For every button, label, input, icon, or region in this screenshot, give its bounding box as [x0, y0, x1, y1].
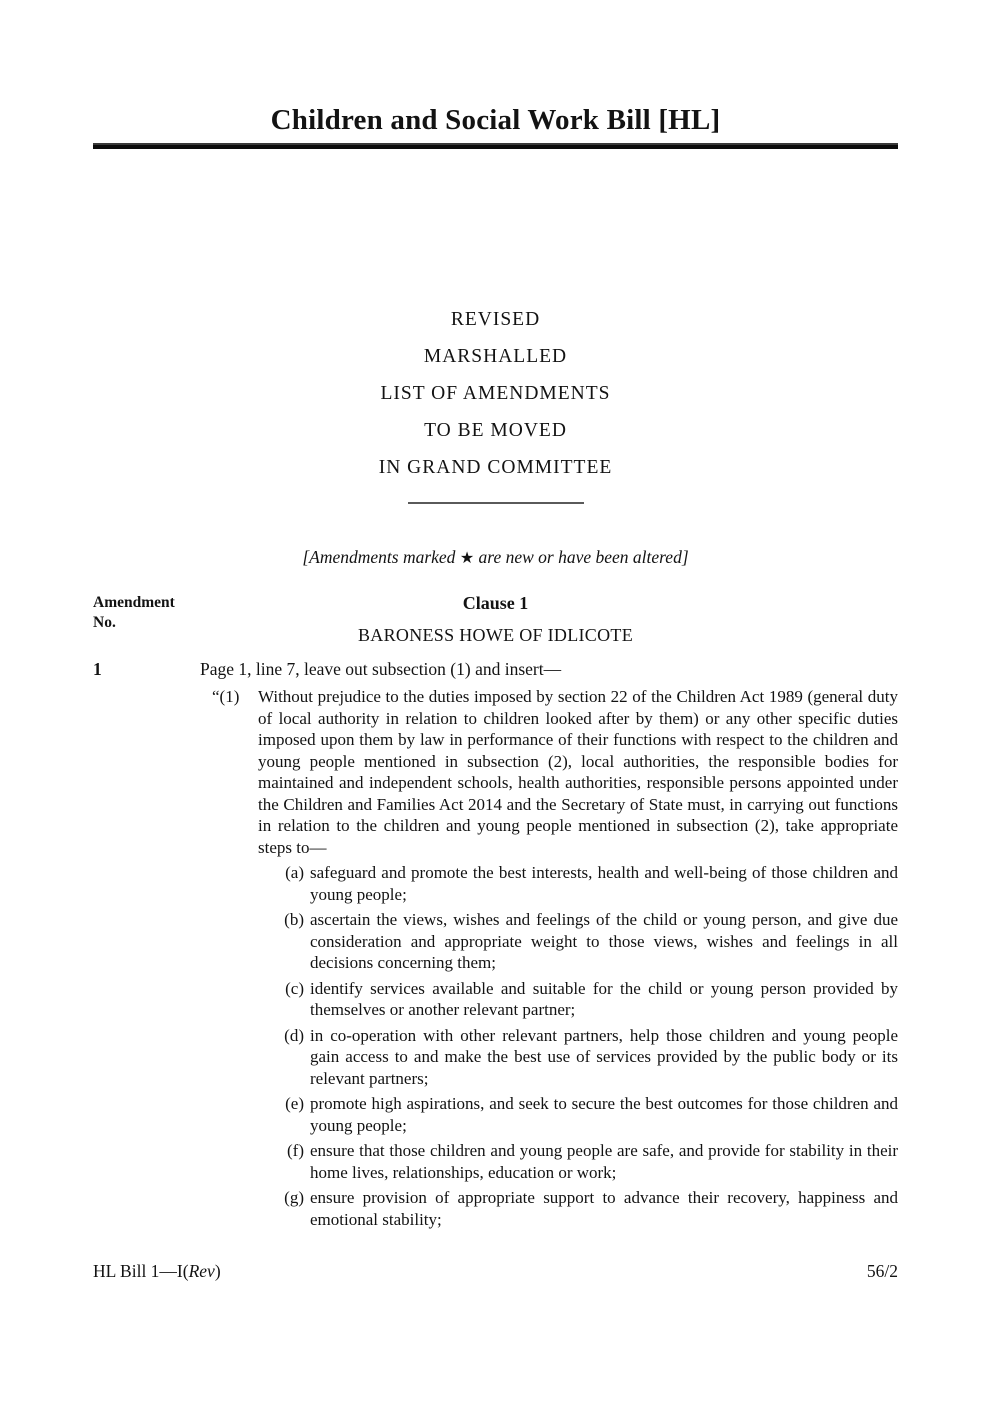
bill-ref-rev: Rev [188, 1261, 215, 1281]
section-divider-rule [408, 502, 584, 504]
clause-heading: Clause 1 [462, 593, 529, 614]
list-item-label: (c) [285, 978, 304, 998]
bill-title: Children and Social Work Bill [HL] [270, 104, 721, 136]
list-item-f [200, 1140, 898, 1183]
stage-headings [0, 301, 991, 486]
list-item-label: (b) [284, 910, 304, 930]
list-item-text: promote high aspirations, and seek to secure the best outcomes for those children and young people; [310, 1094, 898, 1135]
list-item-text: ensure that those children and young people are safe, and provide for stability in their home lives, relationships, education or work; [310, 1141, 898, 1182]
subsection-1 [200, 686, 898, 858]
list-item-g [200, 1187, 898, 1230]
list-item-a [200, 862, 898, 905]
list-item-label: (e) [285, 1094, 304, 1114]
subsection-text: Without prejudice to the duties imposed by section 22 of the Children Act 1989 (general duty of local authority in relation to children looked after by them) or any other specific duties imposed upon them by law in performance of their functions with respect to the children and young people mentioned in subsection (2), local authorities, the responsible bodies for maintained and independent schools, health authorities, responsible persons appointed under the Children and Families Act 2014 and the Secretary of State must, in carrying out functions in relation to the children and young people mentioned in subsection (2), take appropriate steps to— [258, 687, 898, 857]
amendment-number-column-label [93, 593, 175, 633]
stage-heading-to-be-moved: TO BE MOVED [424, 420, 567, 442]
list-item-text: in co-operation with other relevant partners, help those children and young people gain access to and make the best use of services provided by the public body or its relevant partners; [310, 1025, 898, 1088]
amendment-instruction: Page 1, line 7, leave out subsection (1) and insert— [200, 659, 562, 680]
list-item-e [200, 1093, 898, 1136]
subsection-label: “(1) [212, 687, 240, 707]
clause-header [93, 592, 898, 646]
stage-heading-revised: REVISED [450, 309, 541, 331]
list-item-d [200, 1025, 898, 1090]
amendment-1 [93, 658, 898, 1230]
stage-heading-marshalled: MARSHALLED [423, 346, 568, 368]
marker-note [0, 546, 991, 570]
list-item-label: (g) [284, 1188, 304, 1208]
bill-ref-suffix: ) [214, 1261, 221, 1281]
list-item-label: (f) [287, 1141, 304, 1161]
title-double-rule [93, 143, 898, 149]
mover-name: BARONESS HOWE OF IDLICOTE [358, 625, 633, 646]
bill-reference [93, 1260, 221, 1282]
subsection-item-list [200, 862, 898, 1230]
list-item-c [200, 978, 898, 1021]
list-item-text: safeguard and promote the best interests, health and well-being of those children and young people; [310, 863, 898, 904]
bill-ref-prefix: HL Bill 1—I( [93, 1261, 189, 1281]
page-footer [93, 1260, 898, 1282]
stage-heading-in-grand-committee: IN GRAND COMMITTEE [378, 457, 613, 479]
list-item-b [200, 909, 898, 974]
list-item-label: (a) [285, 863, 304, 883]
amendment-content [200, 658, 898, 1230]
list-item-label: (d) [284, 1025, 304, 1045]
stage-heading-list-of-amendments: LIST OF AMENDMENTS [380, 383, 611, 405]
list-item-text: ensure provision of appropriate support to advance their recovery, happiness and emotional stability; [310, 1188, 898, 1229]
list-item-text: ascertain the views, wishes and feelings of the child or young person, and give due consideration and appropriate weight to those views, wishes and feelings in all decisions concerning them; [310, 910, 898, 973]
new-amendment-star-icon: ★ [459, 550, 475, 568]
marker-note-before: [Amendments marked [302, 547, 460, 568]
sheet-number: 56/2 [866, 1261, 898, 1281]
amendment-col-label-line2: No. [93, 614, 116, 632]
amendment-number: 1 [93, 659, 102, 680]
amendment-col-label-line1: Amendment [93, 594, 175, 612]
marker-note-after: are new or have been altered] [474, 547, 689, 568]
list-item-text: identify services available and suitable for the child or young person provided by themselves or another relevant partner; [310, 978, 898, 1020]
